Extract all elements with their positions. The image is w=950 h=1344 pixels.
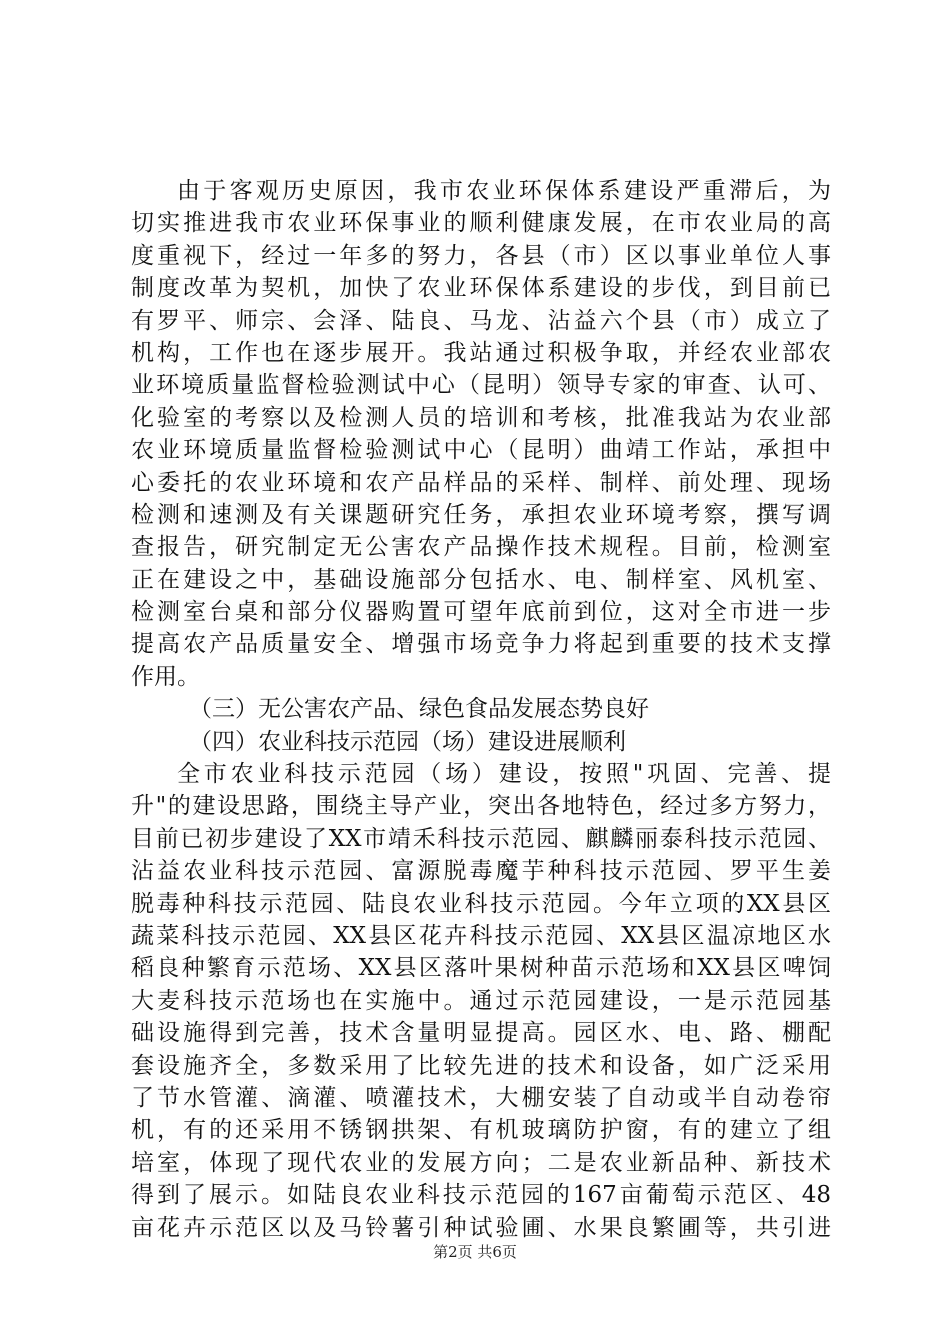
text-line: 检测和速测及有关课题研究任务，承担农业环境考察，撰写调 [131,501,831,528]
text-line: 培室，体现了现代农业的发展方向；二是农业新品种、新技术 [131,1149,831,1176]
text-line: 机，有的还采用不锈钢拱架、有机玻璃防护窗，有的建立了组 [131,1117,831,1144]
text-line: 稻良种繁育示范场、XX县区落叶果树种苗示范场和XX县区啤饲 [131,955,831,982]
text-line: 目前已初步建设了XX市靖禾科技示范园、麒麟丽泰科技示范园、 [131,825,831,852]
document-body [131,175,831,1244]
text-line: 切实推进我市农业环保事业的顺利健康发展，在市农业局的高 [131,210,831,237]
text-line: 检测室台桌和部分仪器购置可望年底前到位，这对全市进一步 [131,599,831,626]
text-line: 由于客观历史原因，我市农业环保体系建设严重滞后，为 [177,178,831,204]
text-line: 沾益农业科技示范园、富源脱毒魔芋种科技示范园、罗平生姜 [131,858,831,885]
section-heading: （四）农业科技示范园（场）建设进展顺利 [189,728,626,755]
text-line: 升"的建设思路，围绕主导产业，突出各地特色，经过多方努力， [131,793,831,820]
section-heading: （三）无公害农产品、绿色食品发展态势良好 [189,696,649,723]
text-line: 提高农产品质量安全、增强市场竞争力将起到重要的技术支撑 [131,631,831,658]
text-line: 全市农业科技示范园（场）建设，按照"巩固、完善、提 [177,761,831,788]
text-line: 业环境质量监督检验测试中心（昆明）领导专家的审查、认可、 [131,372,831,399]
text-line: 蔬菜科技示范园、XX县区花卉科技示范园、XX县区温凉地区水 [131,922,831,949]
text-line: 套设施齐全，多数采用了比较先进的技术和设备，如广泛采用 [131,1052,831,1079]
text-line: 度重视下，经过一年多的努力，各县（市）区以事业单位人事 [131,242,831,269]
text-line: 脱毒种科技示范园、陆良农业科技示范园。今年立项的XX县区 [131,890,831,917]
text-line: 心委托的农业环境和农产品样品的采样、制样、前处理、现场 [131,469,831,496]
text-line: 查报告，研究制定无公害农产品操作技术规程。目前，检测室 [131,534,831,561]
text-line: 作用。 [131,663,200,690]
text-line: 得到了展示。如陆良农业科技示范园的167亩葡萄示范区、48 [131,1182,831,1209]
text-line: 亩花卉示范区以及马铃薯引种试验圃、水果良繁圃等，共引进 [131,1214,831,1241]
text-line: 大麦科技示范场也在实施中。通过示范园建设，一是示范园基 [131,987,831,1014]
text-line: 化验室的考察以及检测人员的培训和考核，批准我站为农业部 [131,404,831,431]
text-line: 制度改革为契机，加快了农业环保体系建设的步伐，到目前已 [131,275,831,302]
text-line: 正在建设之中，基础设施部分包括水、电、制样室、风机室、 [131,566,831,593]
text-line: 础设施得到完善，技术含量明显提高。园区水、电、路、棚配 [131,1020,831,1047]
text-line: 有罗平、师宗、会泽、陆良、马龙、沾益六个县（市）成立了 [131,307,831,334]
text-line: 农业环境质量监督检验测试中心（昆明）曲靖工作站，承担中 [131,437,831,464]
page-footer: 第2页 共6页 [433,1243,517,1261]
text-line: 了节水管灌、滴灌、喷灌技术，大棚安装了自动或半自动卷帘 [131,1084,831,1111]
text-line: 机构，工作也在逐步展开。我站通过积极争取，并经农业部农 [131,339,831,366]
